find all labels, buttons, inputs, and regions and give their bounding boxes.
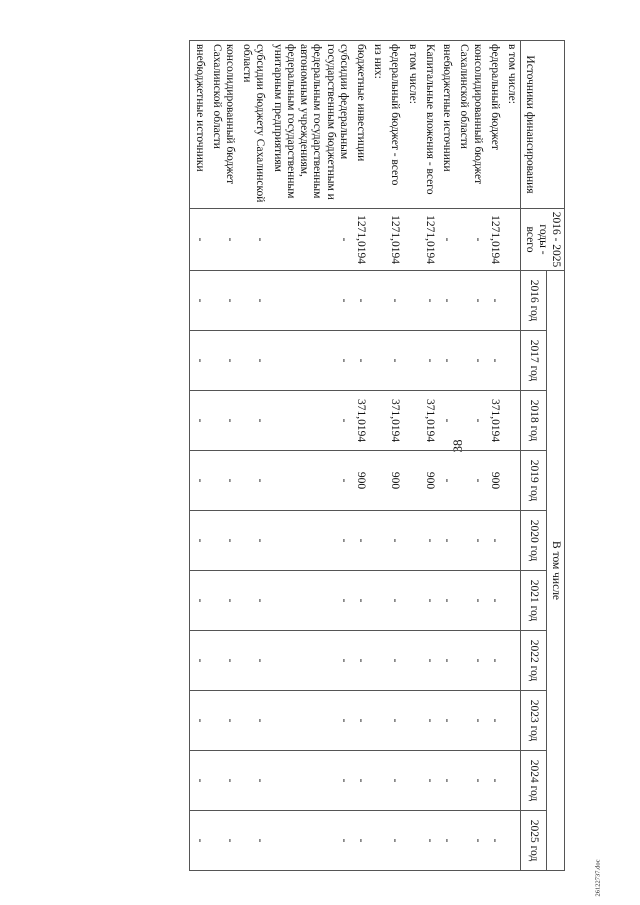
cell-total: 1271,0194 [486,209,503,271]
cell-year-value: - [208,391,238,451]
cell-total [369,209,386,271]
cell-total: 1271,0194 [352,209,369,271]
cell-year-value: - [386,511,403,571]
cell-year-value: - [455,511,485,571]
cell-year-value [403,751,420,811]
cell-year-value: - [269,811,352,871]
cell-year-value: 371,0194 [421,391,438,451]
cell-year-value: - [386,691,403,751]
cell-year-value: - [269,331,352,391]
cell-year-value: 900 [386,451,403,511]
cell-year-value: - [421,811,438,871]
cell-year-value: - [455,691,485,751]
cell-year-value [369,271,386,331]
row-label: субсидии федеральным государственным бюджетным и федеральным государственным автономным учреждениям, федеральным государственным унитарным предприятиям [269,41,352,209]
table-row [486,41,503,871]
cell-year-value: - [455,631,485,691]
row-label: из них: [369,41,386,209]
header-year: 2018 год [521,391,547,451]
cell-year-value: - [486,331,503,391]
cell-total: - [190,209,208,271]
cell-year-value [503,391,521,451]
cell-year-value: - [386,571,403,631]
cell-year-value: - [421,571,438,631]
row-label: внебюджетные источники [190,41,208,209]
cell-year-value: 371,0194 [386,391,403,451]
table-row [238,41,268,871]
table-row [269,41,352,871]
cell-year-value [503,271,521,331]
cell-year-value: - [190,571,208,631]
cell-year-value: - [208,751,238,811]
cell-year-value: - [208,631,238,691]
cell-year-value: - [190,451,208,511]
cell-year-value [403,451,420,511]
cell-year-value: 371,0194 [486,391,503,451]
cell-year-value: - [455,271,485,331]
cell-year-value: - [269,691,352,751]
header-year: 2025 год [521,811,547,871]
page-number: 38 [450,439,465,453]
cell-year-value: - [190,271,208,331]
cell-year-value [403,811,420,871]
cell-year-value [369,751,386,811]
cell-year-value: 900 [486,451,503,511]
cell-total: - [208,209,238,271]
cell-year-value: - [455,571,485,631]
cell-year-value: - [386,811,403,871]
cell-year-value: - [238,751,268,811]
cell-year-value [503,751,521,811]
header-year: 2019 год [521,451,547,511]
cell-year-value: - [208,811,238,871]
cell-year-value: - [421,691,438,751]
cell-year-value: - [190,751,208,811]
cell-year-value: - [269,391,352,451]
cell-total: - [238,209,268,271]
cell-year-value: - [486,631,503,691]
cell-year-value [403,691,420,751]
cell-year-value: 900 [352,451,369,511]
cell-year-value: - [352,751,369,811]
cell-year-value: - [421,631,438,691]
header-source: Источники финансирования [521,41,565,209]
cell-year-value [369,331,386,391]
cell-year-value: - [386,271,403,331]
cell-year-value [403,631,420,691]
cell-year-value: - [208,571,238,631]
table-row [455,41,485,871]
cell-total: 1271,0194 [421,209,438,271]
cell-total: - [455,209,485,271]
row-label: в том числе: [403,41,420,209]
cell-year-value: - [269,271,352,331]
cell-year-value [503,631,521,691]
table-row [352,41,369,871]
cell-year-value [369,451,386,511]
cell-year-value [403,391,420,451]
cell-year-value: - [190,631,208,691]
cell-year-value: - [438,271,455,331]
row-label: консолидированный бюджет Сахалинской области [455,41,485,209]
cell-year-value: - [438,451,455,511]
cell-year-value: - [352,511,369,571]
cell-year-value: - [486,811,503,871]
cell-year-value: - [208,511,238,571]
cell-year-value: - [208,451,238,511]
header-year: 2020 год [521,511,547,571]
cell-year-value [403,571,420,631]
cell-year-value: - [238,331,268,391]
cell-year-value: - [352,811,369,871]
cell-total [403,209,420,271]
cell-year-value [403,331,420,391]
file-name-footer: 26122737.doc [594,859,602,897]
cell-total: 1271,0194 [386,209,403,271]
cell-year-value: - [455,811,485,871]
header-year: 2017 год [521,331,547,391]
cell-year-value: - [438,331,455,391]
rotated-table-container [65,40,565,870]
row-label: федеральный бюджет [486,41,503,209]
cell-year-value: - [438,631,455,691]
cell-year-value: - [352,271,369,331]
header-year: 2024 год [521,751,547,811]
cell-year-value: - [352,691,369,751]
cell-year-value: - [238,271,268,331]
cell-year-value: - [352,331,369,391]
cell-year-value: - [190,511,208,571]
cell-year-value: - [386,631,403,691]
cell-year-value: - [352,631,369,691]
cell-year-value: - [238,451,268,511]
cell-year-value [503,571,521,631]
cell-year-value: - [421,511,438,571]
cell-year-value: - [238,631,268,691]
header-year: 2022 год [521,631,547,691]
cell-year-value: 900 [421,451,438,511]
row-label: субсидии бюджету Сахалинской области [238,41,268,209]
cell-year-value: - [269,631,352,691]
cell-year-value: - [455,451,485,511]
cell-year-value: - [190,331,208,391]
cell-year-value: 371,0194 [352,391,369,451]
cell-year-value: - [238,691,268,751]
cell-total: - [438,209,455,271]
cell-year-value: - [386,331,403,391]
table-row [421,41,438,871]
table-row [438,41,455,871]
table-row [190,41,208,871]
cell-year-value [503,811,521,871]
row-label: бюджетные инвестиции [352,41,369,209]
cell-year-value: - [208,691,238,751]
cell-year-value: - [238,391,268,451]
cell-year-value: - [421,331,438,391]
cell-year-value: - [269,571,352,631]
cell-year-value: - [190,391,208,451]
table-row [403,41,420,871]
table-row [208,41,238,871]
financing-table [189,40,565,871]
cell-year-value: - [438,691,455,751]
cell-year-value: - [438,511,455,571]
cell-year-value [369,571,386,631]
row-label: федеральный бюджет - всего [386,41,403,209]
header-group: В том числе [547,271,565,871]
row-label: внебюджетные источники [438,41,455,209]
cell-year-value: - [438,391,455,451]
cell-total [503,209,521,271]
cell-year-value: - [386,751,403,811]
cell-year-value: - [455,391,485,451]
cell-year-value: - [269,751,352,811]
cell-year-value: - [421,751,438,811]
cell-year-value: - [438,751,455,811]
row-label: в том числе: [503,41,521,209]
cell-total: - [269,209,352,271]
cell-year-value: - [269,511,352,571]
cell-year-value: - [238,571,268,631]
cell-year-value: - [486,511,503,571]
row-label: консолидированный бюджет Сахалинской области [208,41,238,209]
cell-year-value: - [438,811,455,871]
header-year: 2021 год [521,571,547,631]
cell-year-value: - [486,691,503,751]
cell-year-value [369,811,386,871]
cell-year-value [369,631,386,691]
cell-year-value [369,511,386,571]
cell-year-value: - [208,271,238,331]
cell-year-value: - [269,451,352,511]
cell-year-value [503,511,521,571]
table-row [503,41,521,871]
cell-year-value: - [486,571,503,631]
cell-year-value: - [438,571,455,631]
row-label: Капитальные вложения - всего [421,41,438,209]
cell-year-value [503,451,521,511]
cell-year-value: - [455,751,485,811]
header-total: 2016 - 2025 годы - всего [521,209,565,271]
cell-year-value: - [352,571,369,631]
cell-year-value [369,391,386,451]
cell-year-value: - [455,331,485,391]
header-year: 2023 год [521,691,547,751]
cell-year-value: - [238,811,268,871]
table-row [386,41,403,871]
table-row [369,41,386,871]
header-year: 2016 год [521,271,547,331]
cell-year-value [369,691,386,751]
cell-year-value [403,271,420,331]
cell-year-value: - [190,691,208,751]
cell-year-value: - [486,751,503,811]
cell-year-value [403,511,420,571]
cell-year-value: - [190,811,208,871]
cell-year-value: - [208,331,238,391]
cell-year-value [503,691,521,751]
cell-year-value: - [421,271,438,331]
cell-year-value: - [486,271,503,331]
cell-year-value: - [238,511,268,571]
cell-year-value [503,331,521,391]
